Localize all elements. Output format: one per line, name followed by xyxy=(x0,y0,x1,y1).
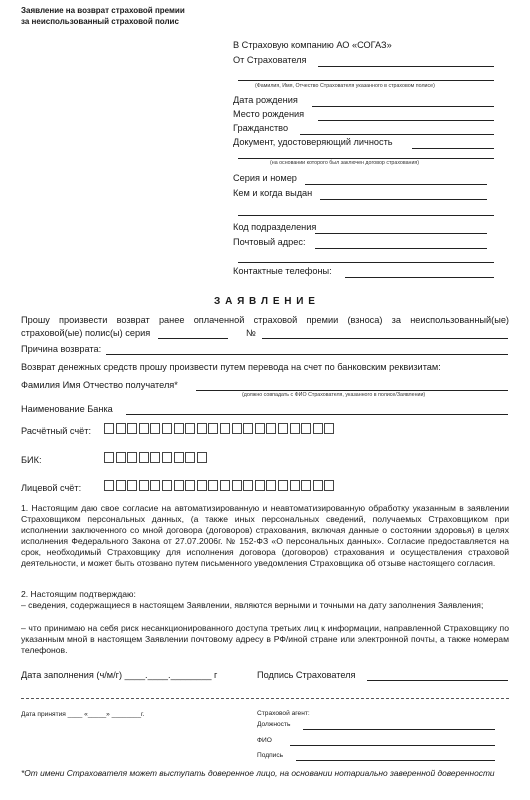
consent-paragraph-3: – сведения, содержащиеся в настоящем Заявлении, являются верными и точными на дату заполнения Заявления; xyxy=(21,600,484,610)
postal-address-field[interactable] xyxy=(315,248,487,249)
digit-box[interactable] xyxy=(220,480,230,491)
digit-box[interactable] xyxy=(162,423,172,434)
id-doc-hint: (на основании которого был заключен договор страхования) xyxy=(270,160,420,166)
digit-box[interactable] xyxy=(185,423,195,434)
digit-box[interactable] xyxy=(127,480,137,491)
personal-account-boxes[interactable] xyxy=(104,480,336,491)
digit-box[interactable] xyxy=(104,423,114,434)
digit-box[interactable] xyxy=(324,480,334,491)
digit-box[interactable] xyxy=(127,423,137,434)
digit-box[interactable] xyxy=(139,480,149,491)
digit-box[interactable] xyxy=(116,423,126,434)
agent-sign-label: Подпись xyxy=(257,752,284,759)
consent-paragraph-4: – что принимаю на себя риск несанкционированного доступа третьих лиц к информации, направленной Страховщику по указанным мной в настоящем Заявлении почтовому адресу в РФ/иной стране или электронной почты, а также номерам телефонов. xyxy=(21,623,509,656)
id-doc-field-line2[interactable] xyxy=(238,158,494,159)
digit-box[interactable] xyxy=(232,480,242,491)
birth-place-field[interactable] xyxy=(318,120,494,121)
digit-box[interactable] xyxy=(139,452,149,463)
agent-position-label: Должность xyxy=(257,721,291,728)
company-label: В Страховую компанию АО «СОГАЗ» xyxy=(233,40,392,50)
digit-box[interactable] xyxy=(116,480,126,491)
digit-box[interactable] xyxy=(243,423,253,434)
consent-paragraph-2: 2. Настоящим подтверждаю: xyxy=(21,589,136,599)
signature-field[interactable] xyxy=(367,680,508,681)
bank-name-field[interactable] xyxy=(126,414,508,415)
recipient-fio-field[interactable] xyxy=(196,390,508,391)
id-doc-label: Документ, удостоверяющий личность xyxy=(233,137,393,147)
digit-box[interactable] xyxy=(174,480,184,491)
digit-box[interactable] xyxy=(150,480,160,491)
digit-box[interactable] xyxy=(220,423,230,434)
digit-box[interactable] xyxy=(174,423,184,434)
agent-label: Страховой агент: xyxy=(257,710,310,717)
digit-box[interactable] xyxy=(185,480,195,491)
bik-label: БИК: xyxy=(21,455,42,465)
phones-field[interactable] xyxy=(345,277,494,278)
digit-box[interactable] xyxy=(150,452,160,463)
digit-box[interactable] xyxy=(266,423,276,434)
from-label: От Страхователя xyxy=(233,55,307,65)
doc-title-line1: Заявление на возврат страховой премии xyxy=(21,6,185,15)
cut-line xyxy=(21,698,509,699)
digit-box[interactable] xyxy=(243,480,253,491)
postal-address-label: Почтовый адрес: xyxy=(233,237,306,247)
agent-sign-field[interactable] xyxy=(296,760,495,761)
digit-box[interactable] xyxy=(301,480,311,491)
birth-place-label: Место рождения xyxy=(233,109,305,119)
consent-paragraph-1: 1. Настоящим даю свое согласие на автоматизированную и неавтоматизированную обработку указанным в заявлении Страховщиком персональных данных, (а также иных персональных сведений, получаемых Страховщиком при исполнении заключенного со мной договора (договоров) страхования, включая данные о состоянии здоровья) в целях исполнения Федерального Закона от 27.07.2006г. № 152-ФЗ «О персональных данных». Согласие предоставляется на срок, необходимый Страховщику для исполнения договора (договоров) страхования и осуществления страховой деятельности, и может быть отозвано путем письменного уведомления Страховщика об отзыве настоящего согласия. xyxy=(21,503,509,569)
fill-date-field[interactable]: Дата заполнения (ч/м/г) ____.____.________ г xyxy=(21,670,218,680)
digit-box[interactable] xyxy=(313,480,323,491)
digit-box[interactable] xyxy=(127,452,137,463)
number-sign: № xyxy=(246,328,256,338)
series-number-field[interactable] xyxy=(305,184,487,185)
citizenship-field[interactable] xyxy=(300,134,494,135)
digit-box[interactable] xyxy=(197,480,207,491)
postal-address-field-line2[interactable] xyxy=(238,262,494,263)
agent-position-field[interactable] xyxy=(303,729,495,730)
policy-number-field[interactable] xyxy=(262,338,508,339)
digit-box[interactable] xyxy=(197,423,207,434)
fio-hint: (Фамилия, Имя, Отчество Страхователя указанного в страховом полисе) xyxy=(255,83,435,89)
recipient-fio-label: Фамилия Имя Отчество получателя* xyxy=(21,380,178,390)
phones-label: Контактные телефоны: xyxy=(233,266,332,276)
digit-box[interactable] xyxy=(278,423,288,434)
digit-box[interactable] xyxy=(104,452,114,463)
digit-box[interactable] xyxy=(139,423,149,434)
citizenship-label: Гражданство xyxy=(233,123,289,133)
agent-fio-field[interactable] xyxy=(290,745,495,746)
footnote: *От имени Страхователя может выступать доверенное лицо, на основании нотариально заверенной доверенности xyxy=(21,768,495,778)
accept-date-field[interactable]: Дата принятия ____ «_____» ________г. xyxy=(21,711,145,718)
request-line1: Прошу произвести возврат ранее оплаченной страховой премии (взноса) за неиспользованный(ые) xyxy=(21,315,509,325)
birth-date-field[interactable] xyxy=(312,106,494,107)
issued-by-field[interactable] xyxy=(320,199,487,200)
doc-title-line2: за неиспользованный страховой полис xyxy=(21,17,179,26)
request-line2-series: страховой(ые) полис(ы) серия xyxy=(21,328,151,338)
digit-box[interactable] xyxy=(266,480,276,491)
digit-box[interactable] xyxy=(185,452,195,463)
birth-date-label: Дата рождения xyxy=(233,95,298,105)
division-code-label: Код подразделения xyxy=(233,222,317,232)
refund-method-text: Возврат денежных средств прошу произвести путем перевода на счет по банковским реквизитам: xyxy=(21,362,441,372)
statement-heading: З А Я В Л Е Н И Е xyxy=(214,296,316,307)
digit-box[interactable] xyxy=(208,480,218,491)
series-number-label: Серия и номер xyxy=(233,173,297,183)
digit-box[interactable] xyxy=(255,480,265,491)
digit-box[interactable] xyxy=(150,423,160,434)
reason-field[interactable] xyxy=(106,354,508,355)
digit-box[interactable] xyxy=(278,480,288,491)
digit-box[interactable] xyxy=(290,423,300,434)
division-code-field[interactable] xyxy=(315,233,487,234)
from-field-line2[interactable] xyxy=(238,80,494,81)
digit-box[interactable] xyxy=(104,480,114,491)
digit-box[interactable] xyxy=(162,480,172,491)
issued-by-field-line2[interactable] xyxy=(238,215,494,216)
reason-label: Причина возврата: xyxy=(21,344,102,354)
issued-by-label: Кем и когда выдан xyxy=(233,188,313,198)
digit-box[interactable] xyxy=(162,452,172,463)
bank-name-label: Наименование Банка xyxy=(21,404,113,414)
digit-box[interactable] xyxy=(290,480,300,491)
id-doc-field[interactable] xyxy=(412,148,494,149)
digit-box[interactable] xyxy=(255,423,265,434)
agent-fio-label: ФИО xyxy=(257,737,272,744)
digit-box[interactable] xyxy=(232,423,242,434)
signature-label: Подпись Страхователя xyxy=(257,670,356,680)
series-field[interactable] xyxy=(158,338,228,339)
digit-box[interactable] xyxy=(208,423,218,434)
account-label: Расчётный счёт: xyxy=(21,426,92,436)
digit-box[interactable] xyxy=(301,423,311,434)
personal-account-label: Лицевой счёт: xyxy=(21,483,82,493)
from-field[interactable] xyxy=(318,66,494,67)
recipient-fio-hint: (должно совпадать с ФИО Страхователя, указанного в полисе/Заявлении) xyxy=(242,392,426,398)
digit-box[interactable] xyxy=(116,452,126,463)
digit-box[interactable] xyxy=(313,423,323,434)
account-boxes[interactable] xyxy=(104,423,336,434)
bik-boxes[interactable] xyxy=(104,452,208,463)
digit-box[interactable] xyxy=(197,452,207,463)
digit-box[interactable] xyxy=(174,452,184,463)
digit-box[interactable] xyxy=(324,423,334,434)
